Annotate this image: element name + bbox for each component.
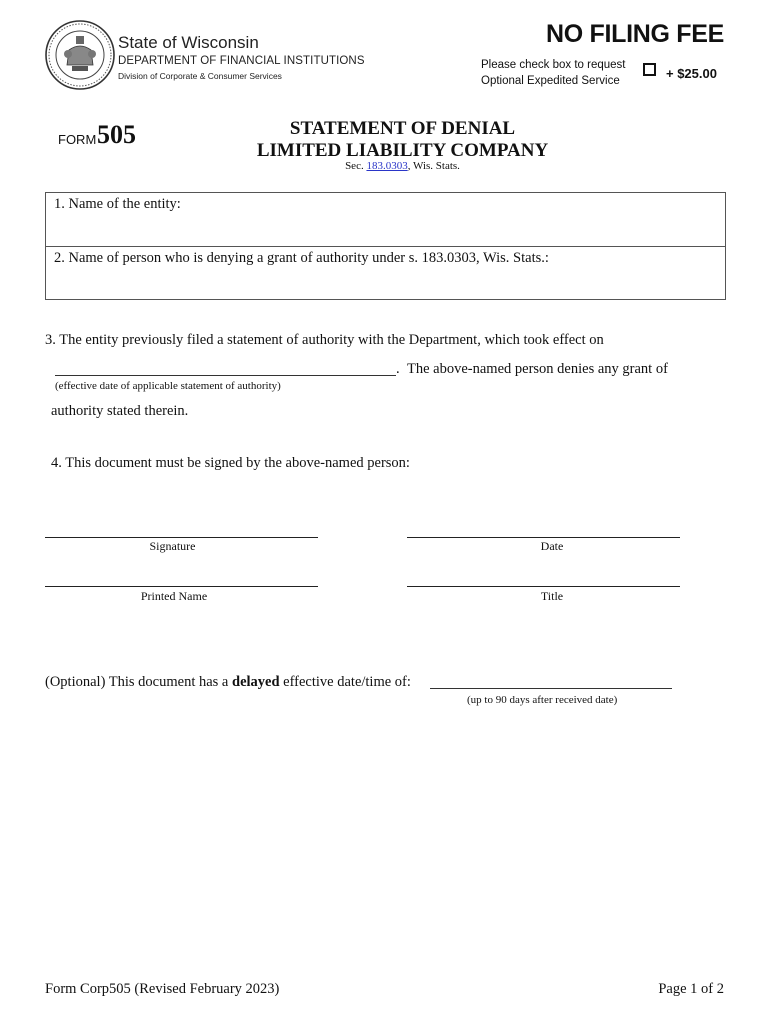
expedite-fee: + $25.00 xyxy=(666,66,717,81)
denying-person-label: 2. Name of person who is denying a grant of authority under s. 183.0303, Wis. Stats.: xyxy=(54,250,549,266)
entity-name-field[interactable] xyxy=(45,192,726,247)
statute-suffix: , Wis. Stats. xyxy=(407,160,460,172)
item3-end: authority stated therein. xyxy=(51,403,189,419)
delayed-effective-date-field[interactable] xyxy=(430,688,672,689)
denying-person-field[interactable] xyxy=(45,246,726,300)
optional-prefix: (Optional) This document has a xyxy=(45,674,232,690)
signature-field[interactable] xyxy=(45,537,318,538)
no-filing-fee-heading: NO FILING FEE xyxy=(545,20,724,48)
entity-name-label: 1. Name of the entity: xyxy=(54,196,181,212)
printed-name-field[interactable] xyxy=(45,586,318,587)
item3-text: 3. The entity previously filed a statement of authority with the Department, which took effect on xyxy=(45,332,604,348)
effective-date-field[interactable] xyxy=(55,375,396,376)
optional-suffix: effective date/time of: xyxy=(279,674,411,690)
expedited-service-checkbox[interactable] xyxy=(643,63,656,76)
statute-link[interactable]: 183.0303 xyxy=(366,160,408,172)
expedite-instruction-line2: Optional Expedited Service xyxy=(481,75,620,87)
form-number: 505 xyxy=(97,120,136,149)
footer-form-revision: Form Corp505 (Revised February 2023) xyxy=(45,981,280,997)
item4-text: 4. This document must be signed by the above-named person: xyxy=(51,455,410,471)
state-seal-logo xyxy=(45,20,115,90)
date-field[interactable] xyxy=(407,537,680,538)
effective-date-caption: (effective date of applicable statement of authority) xyxy=(55,380,281,392)
title-field[interactable] xyxy=(407,586,680,587)
form-label: FORM xyxy=(58,132,97,147)
delayed-effective-date-text xyxy=(45,674,411,691)
statute-reference xyxy=(220,160,585,172)
state-name: State of Wisconsin xyxy=(118,33,259,52)
date-caption: Date xyxy=(540,539,564,553)
optional-bold-word: delayed xyxy=(232,674,280,690)
item3-period: . xyxy=(396,361,400,377)
printed-name-caption: Printed Name xyxy=(140,589,208,603)
delayed-date-caption: (up to 90 days after received date) xyxy=(467,694,618,706)
title-caption: Title xyxy=(540,589,564,603)
statute-prefix: Sec. xyxy=(345,160,367,172)
signature-caption: Signature xyxy=(149,539,196,553)
footer-page-number: Page 1 of 2 xyxy=(658,981,724,997)
department-name: DEPARTMENT OF FINANCIAL INSTITUTIONS xyxy=(118,55,365,67)
expedite-instruction-line1: Please check box to request xyxy=(481,59,626,71)
item3-continuation: The above-named person denies any grant of xyxy=(407,361,668,377)
form-title-line2: LIMITED LIABILITY COMPANY xyxy=(256,140,549,161)
division-name: Division of Corporate & Consumer Services xyxy=(118,71,282,81)
form-title-line1: STATEMENT OF DENIAL xyxy=(289,118,516,139)
